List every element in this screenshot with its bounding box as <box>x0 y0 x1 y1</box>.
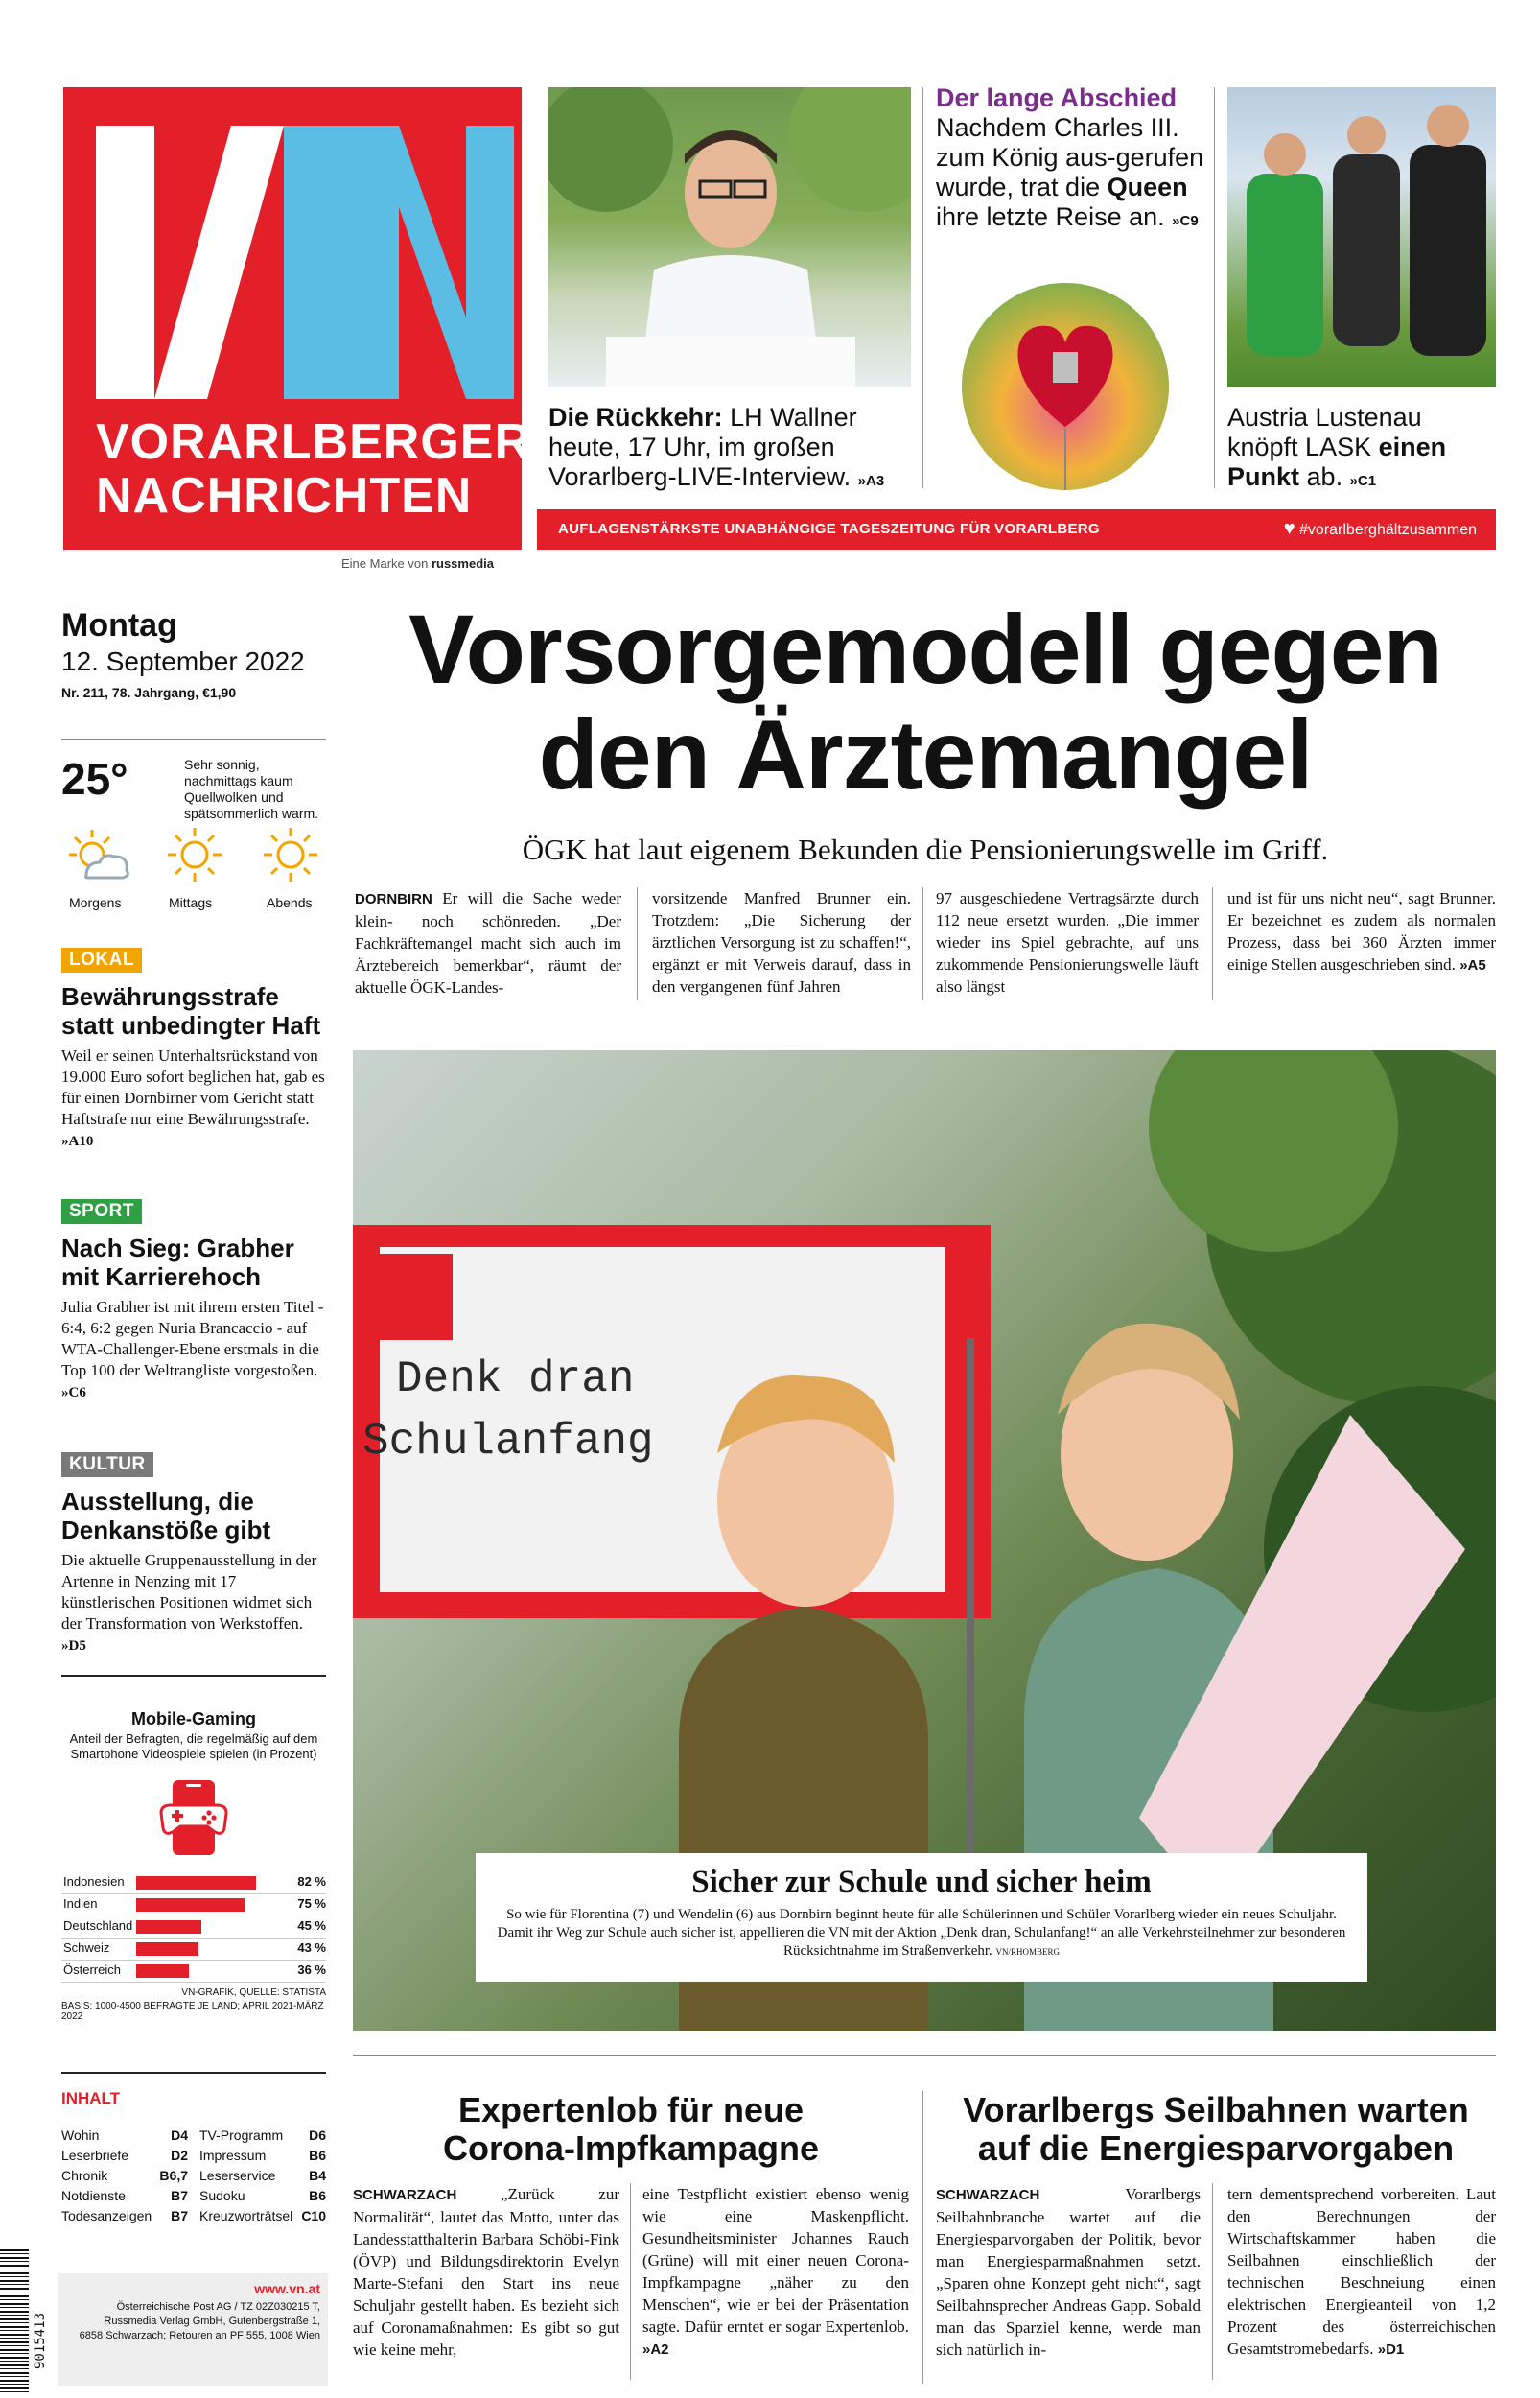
teaser-photo-queen[interactable] <box>962 283 1169 490</box>
inhalt-title: INHALT <box>61 2089 121 2107</box>
barcode-number: 9015413 <box>33 2312 48 2369</box>
teaser-2-bold: Queen <box>1107 173 1188 201</box>
teaser-2-text-b: ihre letzte Reise an. <box>936 202 1165 231</box>
kultur-text-body: Die aktuelle Gruppenausstellung in der Artenne in Nenzing mit 17 künstlerischen Positionen widmet sich der Transformation von Werkstoffen. <box>61 1551 317 1633</box>
toc-item-label: Wohin <box>61 2128 100 2143</box>
toc-item-page: B7 <box>171 2208 188 2223</box>
toc-item-page: B6,7 <box>159 2168 188 2183</box>
date-block <box>61 606 330 700</box>
footer-line-1: Österreichische Post AG / TZ 02Z030215 T, <box>116 2301 320 2313</box>
chart-bar <box>136 1898 245 1912</box>
teaser-2-ref: »C9 <box>1172 213 1199 229</box>
toc-item[interactable] <box>199 2208 326 2223</box>
toc-item-page: B4 <box>309 2168 326 2183</box>
bottom-story-2-col-2-text: tern dementsprechend vorbereiten. Laut den Berechnungen der Wirtschaftskammer haben die Seilbahnen einschließlich der technischen Beschneiung einen elektrischen Energieanteil von 1,2 Prozent des österreichischen Gesamtstromebedarfs. <box>1227 2185 1496 2358</box>
bottom-story-2-col-2 <box>1227 2183 1496 2361</box>
lead-col-2: vorsitzende Manfred Brunner ein. Trotzdem: „Die Sicherung der ärztlichen Versorgung ist zu schaffen!“, ergänzt er mit Verweis darauf, dass in den vergangenen fünf Jahren <box>652 889 911 996</box>
chart-row <box>61 1872 326 1894</box>
bottom-story-2-ref: »D1 <box>1377 2341 1405 2358</box>
photo-credit: VN/RHOMBERG <box>995 1947 1061 1957</box>
weather-temp: 25° <box>61 754 128 804</box>
weather-desc: Sehr sonnig, nachmittags kaum Quellwolken und spätsommerlich warm. <box>184 757 319 821</box>
chart-bar <box>136 1942 198 1956</box>
chart-row <box>61 1894 326 1916</box>
chart-subtitle: Anteil der Befragten, die regelmäßig auf dem Smartphone Videospiele spielen (in Prozent) <box>69 1731 318 1761</box>
masthead-name-line1: VORARLBERGER <box>96 414 532 470</box>
teaser-2-text-a: Nachdem Charles III. zum König aus-gerufen wurde, trat die <box>936 113 1204 201</box>
weekday: Montag <box>61 607 177 644</box>
weather-block <box>61 753 326 916</box>
toc-item-page: D6 <box>309 2128 326 2143</box>
tagline-bar <box>537 509 1496 550</box>
portrait-illustration <box>548 87 911 387</box>
heart-balloon-icon <box>962 283 1169 490</box>
chart-title: Mobile-Gaming <box>131 1709 256 1728</box>
hashtag[interactable] <box>1284 518 1477 540</box>
teaser-1[interactable] <box>548 403 911 496</box>
sport-text <box>61 1297 330 1403</box>
heart-icon: ♥ <box>1283 518 1295 539</box>
lead-col-3: 97 ausgeschiedene Vertragsärzte durch 112 neue ersetzt wurden. „Die immer wieder ins Spiel gebrachte, auf uns zukommende Pensionierungswelle läuft also längst <box>936 889 1199 996</box>
inhalt-block <box>61 2089 326 2223</box>
toc-item-page: D4 <box>171 2128 188 2143</box>
lead-col-4-text: und ist für uns nicht neu“, sagt Brunner. Er bezeichnet es zudem als normalen Prozess, dass bei 360 Ärzten immer einige Stellen ausgeschrieben sind. <box>1227 889 1496 974</box>
lead-headline-line2: den Ärztemangel <box>538 700 1313 810</box>
toc-item-label: Kreuzworträtsel <box>199 2208 293 2223</box>
toc-item-label: Chronik <box>61 2168 108 2183</box>
issue-info: Nr. 211, 78. Jahrgang, €1,90 <box>61 685 237 700</box>
vn-logo-icon <box>63 87 522 404</box>
bottom-story-1-ref: »A2 <box>642 2341 669 2358</box>
lokal-text <box>61 1046 330 1152</box>
toc-item-page: B7 <box>171 2188 188 2203</box>
sidebar-sport[interactable] <box>61 1199 330 1403</box>
sport-text-body: Julia Grabher ist mit ihrem ersten Titel - 6:4, 6:2 gegen Nuria Brancaccio - auf WTA-Challenger-Ebene erstmals in die Top 100 der Weltrangliste vorgestoßen. <box>61 1298 324 1379</box>
kultur-text <box>61 1550 330 1657</box>
toc-item[interactable] <box>199 2128 326 2143</box>
toc-item-label: TV-Programm <box>199 2128 284 2143</box>
lead-headline[interactable] <box>355 597 1496 808</box>
sport-headline: Nach Sieg: Grabher mit Karrierehoch <box>61 1234 294 1291</box>
chart-value-label: 82 % <box>297 1874 326 1889</box>
sport-ref: »C6 <box>61 1385 86 1400</box>
toc-item-page: D2 <box>171 2148 188 2163</box>
bottom-story-2-headline[interactable] <box>936 2091 1496 2168</box>
teaser-photo-wallner[interactable] <box>548 87 911 387</box>
toc-item[interactable] <box>199 2168 326 2183</box>
toc-item-label: Todesanzeigen <box>61 2208 152 2223</box>
teaser-3-text-b: ab. <box>1306 462 1343 491</box>
sidebar-lokal[interactable] <box>61 948 330 1152</box>
bottom-story-1-col-2 <box>642 2183 909 2361</box>
toc-item-label: Sudoku <box>199 2188 245 2203</box>
toc-item-label: Impressum <box>199 2148 267 2163</box>
tagline-text: AUFLAGENSTÄRKSTE UNABHÄNGIGE TAGESZEITUNG FÜR VORARLBERG <box>558 521 1100 537</box>
lead-subhead: ÖGK hat laut eigenem Bekunden die Pensionierungswelle im Griff. <box>522 833 1329 866</box>
chart-category-label: Indonesien <box>63 1874 125 1889</box>
photo-caption-body: So wie für Florentina (7) und Wendelin (6) aus Dornbirn beginnt heute für alle Schülerinnen und Schüler Vorarlberg wieder ein neues Schuljahr. Damit ihr Weg zur Schule auch sicher ist, appellieren die VN mit der Aktion „Denk dran, Schulanfang!“ an alle Verkehrsteilnehmer zur besonderen Rücksichtnahme im Straßenverkehr. <box>497 1907 1346 1959</box>
photo-caption-title: Sicher zur Schule und sicher heim <box>691 1865 1152 1899</box>
sign-line-2: Schulanfang <box>362 1417 654 1467</box>
bottom-story-2-col-1 <box>936 2183 1201 2361</box>
chart-bar <box>136 1964 189 1978</box>
chart-row <box>61 1916 326 1939</box>
lokal-ref: »A10 <box>61 1134 94 1149</box>
chart-value-label: 45 % <box>297 1918 326 1933</box>
bottom-story-2-headline-line1: Vorarlbergs Seilbahnen warten <box>963 2090 1469 2129</box>
toc-item-page: B6 <box>309 2148 326 2163</box>
teaser-1-ref: »A3 <box>857 473 885 489</box>
teaser-1-text: LH Wallner heute, 17 Uhr, im großen Vorarlberg-LIVE-Interview. <box>548 403 857 491</box>
kultur-ref: »D5 <box>61 1638 86 1654</box>
toc-item[interactable] <box>61 2208 188 2223</box>
teaser-1-kicker: Die Rückkehr: <box>548 403 723 432</box>
mobile-gaming-chart <box>61 1709 326 2026</box>
lead-headline-line1: Vorsorgemodell gegen <box>408 595 1442 704</box>
barcode <box>0 2249 29 2393</box>
lead-col-1 <box>355 887 621 999</box>
lokal-headline: Bewährungsstrafe statt unbedingter Haft <box>61 982 321 1040</box>
toc-item-label: Notdienste <box>61 2188 126 2203</box>
bottom-story-1-col-1-text: „Zurück zur Normalität“, lautet das Motto, unter das Landesstatthalterin Barbara Schöbi-Fink (ÖVP) und Bildungsdirektorin Evelyn Marte-Stefani den Start ins neue Schuljahr gestellt haben. Es bezieht sich auf Coronamaßnahmen: Es gibt so gut wie keine mehr, <box>353 2185 620 2359</box>
footer-line-3: 6858 Schwarzach; Retouren an PF 555, 1008 Wien <box>79 2330 320 2341</box>
footer-info <box>58 2273 328 2386</box>
partly-cloudy-icon <box>65 826 132 883</box>
toc-item-page: B6 <box>309 2188 326 2203</box>
teaser-3-bold: einen Punkt <box>1227 433 1447 491</box>
bottom-story-1-headline[interactable] <box>353 2091 909 2168</box>
bottom-story-1-dateline: SCHWARZACH <box>353 2187 457 2203</box>
hashtag-text: #vorarlberghältzusammen <box>1299 522 1477 538</box>
photo-caption-text <box>495 1906 1348 1962</box>
bottom-story-1-headline-line2: Corona-Impfkampagne <box>442 2128 820 2168</box>
lead-ref: »A5 <box>1459 957 1486 974</box>
chart-bar <box>136 1876 256 1890</box>
brand-note-name: russmedia <box>431 556 494 571</box>
section-tag-kultur: KULTUR <box>61 1452 153 1477</box>
lead-dateline: DORNBIRN <box>355 891 432 907</box>
teaser-photo-football[interactable] <box>1227 87 1496 387</box>
bottom-story-1-col-2-text: eine Testpflicht existiert ebenso wenig wie eine Maskenpflicht. Gesundheitsminister Johannes Rauch (Grüne) will mit einer neuen Corona-Impfkampagne „näher zu den Menschen“, wie er bei der Präsentation sagte. Dafür erntet er sogar Expertenlob. <box>642 2185 909 2336</box>
section-tag-sport: SPORT <box>61 1199 142 1224</box>
chart-category-label: Schweiz <box>63 1940 110 1955</box>
toc-item[interactable] <box>61 2148 188 2163</box>
toc-item-label: Leserservice <box>199 2168 276 2183</box>
chart-category-label: Indien <box>63 1896 98 1911</box>
sun-icon-abends <box>257 826 324 883</box>
footer-url[interactable]: www.vn.at <box>254 2281 320 2296</box>
masthead-logo[interactable] <box>63 87 532 550</box>
date: 12. September 2022 <box>61 647 305 676</box>
chart-category-label: Österreich <box>63 1963 121 1977</box>
weather-slot-mittags: Mittags <box>169 895 213 910</box>
lead-col-4 <box>1227 887 1496 976</box>
toc-item[interactable] <box>199 2188 326 2203</box>
toc-item[interactable] <box>199 2148 326 2163</box>
photo-caption-box <box>476 1853 1367 1982</box>
weather-slot-abends: Abends <box>267 895 313 910</box>
brand-note-prefix: Eine Marke von <box>341 556 429 571</box>
teaser-3[interactable] <box>1227 403 1496 496</box>
bottom-story-2-dateline: SCHWARZACH <box>936 2187 1040 2203</box>
main-photo[interactable] <box>353 1050 1496 2031</box>
toc-item[interactable] <box>61 2168 188 2183</box>
bottom-story-1-col-1 <box>353 2183 619 2361</box>
toc-item-label: Leserbriefe <box>61 2148 129 2163</box>
lokal-text-body: Weil er seinen Unterhaltsrückstand von 19.000 Euro sofort beglichen hat, gab es für einen Dornbirner vom Gericht statt Haftstrafe nur eine Bewährungsstrafe. <box>61 1046 325 1128</box>
chart-basis: BASIS: 1000-4500 BEFRAGTE JE LAND; APRIL 2021-MÄRZ 2022 <box>61 2001 324 2022</box>
teaser-2[interactable] <box>936 83 1204 236</box>
lead-col-1-text: Er will die Sache weder klein- noch schönreden. „Der Fachkräftemangel macht sich auch im Ärztebereich bemerkbar“, räumt der aktuelle ÖGK-Landes- <box>355 889 621 997</box>
smartphone-gamepad-icon <box>155 1778 232 1857</box>
teaser-3-text-a: Austria Lustenau knöpft LASK <box>1227 403 1422 461</box>
sidebar-kultur[interactable] <box>61 1452 330 1657</box>
chart-source: VN-GRAFIK, QUELLE: STATISTA <box>181 1987 326 1998</box>
chart-category-label: Deutschland <box>63 1918 133 1933</box>
sign-line-1: Denk dran <box>396 1354 635 1404</box>
kultur-headline: Ausstellung, die Denkanstöße gibt <box>61 1487 271 1544</box>
footer-line-2: Russmedia Verlag GmbH, Gutenbergstraße 1, <box>104 2316 320 2327</box>
chart-row <box>61 1961 326 1983</box>
masthead-name-line2: NACHRICHTEN <box>96 468 473 524</box>
weather-slot-morgens: Morgens <box>69 895 122 910</box>
toc-item[interactable] <box>61 2188 188 2203</box>
section-tag-lokal: LOKAL <box>61 948 142 973</box>
bottom-story-1-headline-line1: Expertenlob für neue <box>457 2090 805 2129</box>
bottom-story-2-col-1-text: Vorarlbergs Seilbahnbranche wartet auf die Energiesparvorgaben der Politik, bevor man Energiesparmaßnahmen setzt. „Sparen ohne Konzept geht nicht“, sagt Seilbahnsprecher Andreas Gapp. Sobald man das Sparziel kenne, werde man sich natürlich in- <box>936 2185 1201 2359</box>
chart-value-label: 36 % <box>297 1963 326 1977</box>
chart-bars <box>61 1872 326 1983</box>
brand-note <box>341 556 494 571</box>
toc-item[interactable] <box>61 2128 188 2143</box>
chart-value-label: 43 % <box>297 1940 326 1955</box>
chart-row <box>61 1939 326 1961</box>
chart-bar <box>136 1920 201 1934</box>
teaser-2-kicker: Der lange Abschied <box>936 83 1178 112</box>
teaser-3-ref: »C1 <box>1349 473 1377 489</box>
bottom-story-2-headline-line2: auf die Energiesparvorgaben <box>977 2128 1455 2168</box>
sun-icon-mittags <box>161 826 228 883</box>
toc-item-page: C10 <box>301 2208 326 2223</box>
chart-value-label: 75 % <box>297 1896 326 1911</box>
football-players-illustration <box>1227 87 1496 387</box>
